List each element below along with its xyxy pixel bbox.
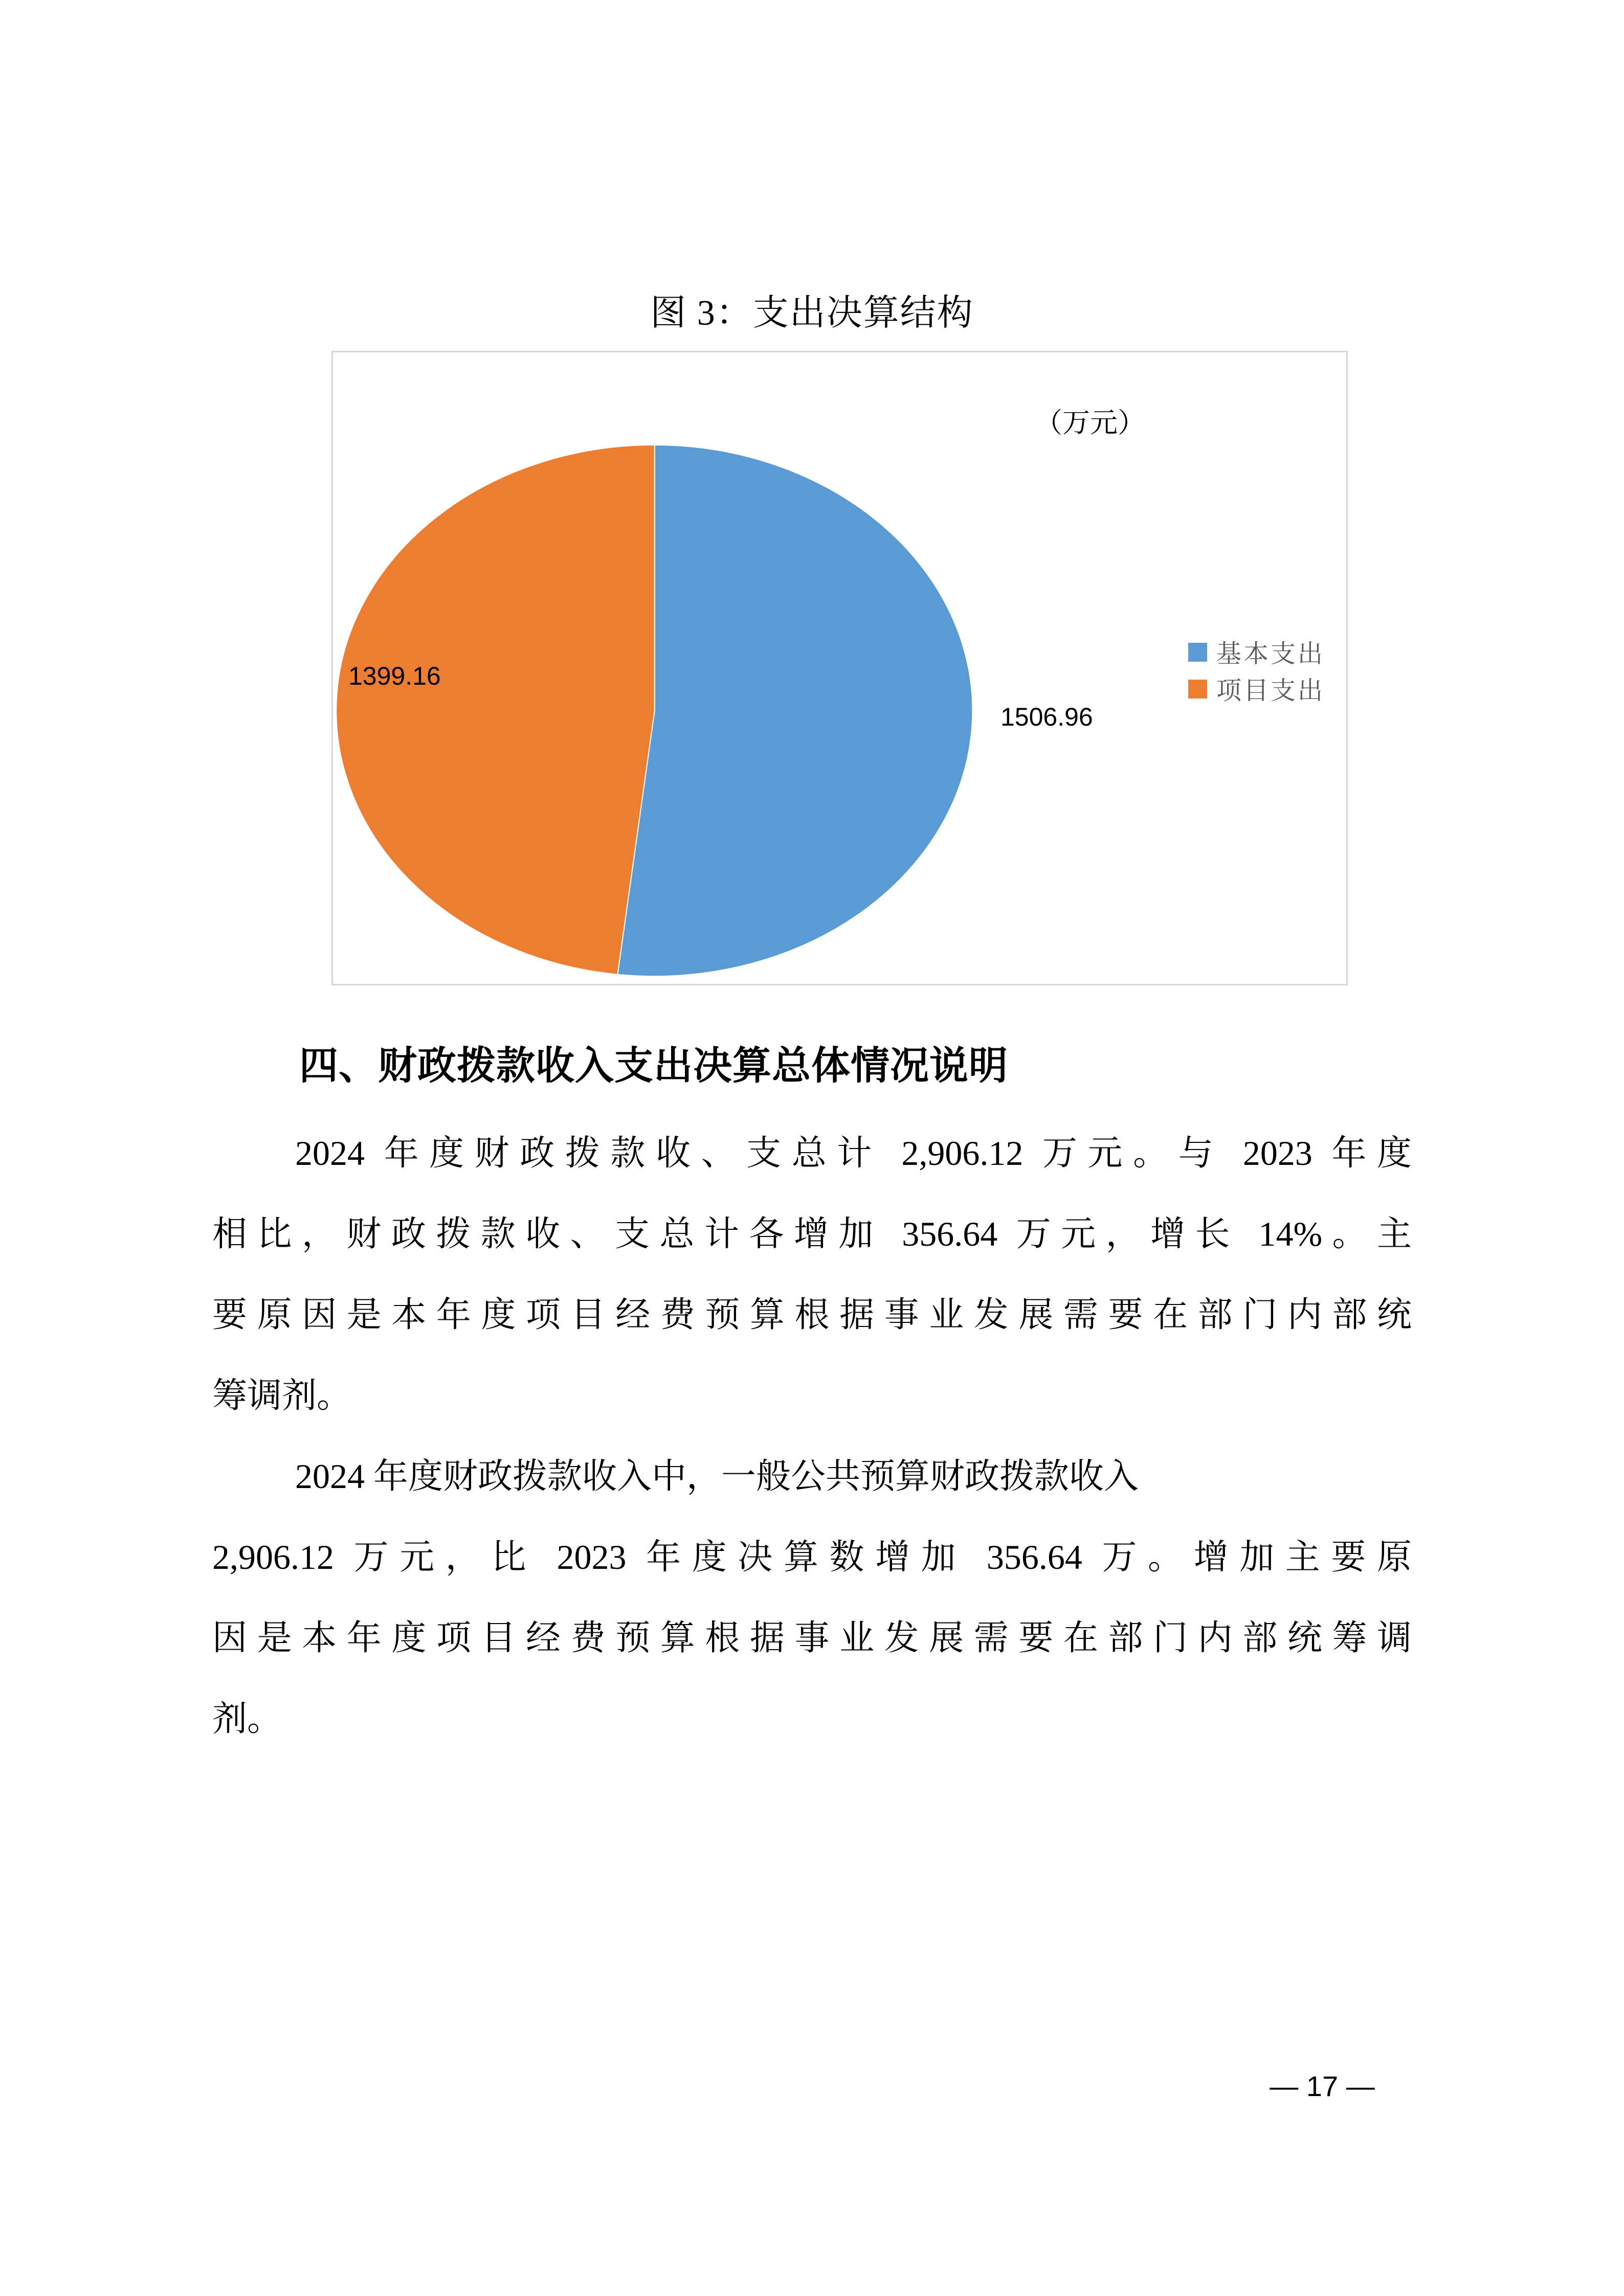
pie-slice-project xyxy=(336,445,654,974)
legend-swatch-basic-expenditure xyxy=(1188,643,1207,662)
data-label-basic-expenditure: 1506.96 xyxy=(1000,703,1093,731)
legend-item-basic-expenditure xyxy=(1188,637,1325,667)
text-line: 要原因是本年度项目经费预算根据事业发展需要在部门内部统 xyxy=(212,1295,1412,1334)
legend-label-project-expenditure: 项目支出 xyxy=(1216,677,1325,705)
text-line: 2,906.12 万元，比 2023 年度决算数增加 356.64 万。增加主要原 xyxy=(212,1538,1412,1577)
pie-slice-basic xyxy=(617,445,972,976)
page-number: — 17 — xyxy=(1270,2070,1375,2102)
text-line: 2024 年度财政拨款收入中，一般公共预算财政拨款收入 xyxy=(295,1457,1139,1496)
figure-title: 图 3：支出决算结构 xyxy=(650,294,974,333)
text-line: 筹调剂。 xyxy=(212,1376,352,1415)
paragraph-1 xyxy=(212,1113,1412,1436)
text-line: 2024 年度财政拨款收、支总计 2,906.12 万元。与 2023 年度 xyxy=(295,1134,1412,1173)
paragraph-2 xyxy=(212,1436,1412,1759)
chart-area xyxy=(331,351,1348,985)
legend-label-basic-expenditure: 基本支出 xyxy=(1216,640,1325,668)
section-heading: 四、财政拨款收入支出决算总体情况说明 xyxy=(299,1044,1008,1088)
chart-legend xyxy=(1188,637,1325,710)
text-line: 剂。 xyxy=(212,1699,282,1738)
legend-item-project-expenditure xyxy=(1188,673,1325,704)
unit-label: （万元） xyxy=(1035,408,1145,438)
legend-swatch-project-expenditure xyxy=(1188,680,1207,699)
data-label-project-expenditure: 1399.16 xyxy=(348,662,441,690)
text-line: 相比，财政拨款收、支总计各增加 356.64 万元，增长 14%。主 xyxy=(212,1214,1412,1253)
text-line: 因是本年度项目经费预算根据事业发展需要在部门内部统筹调 xyxy=(212,1618,1412,1657)
